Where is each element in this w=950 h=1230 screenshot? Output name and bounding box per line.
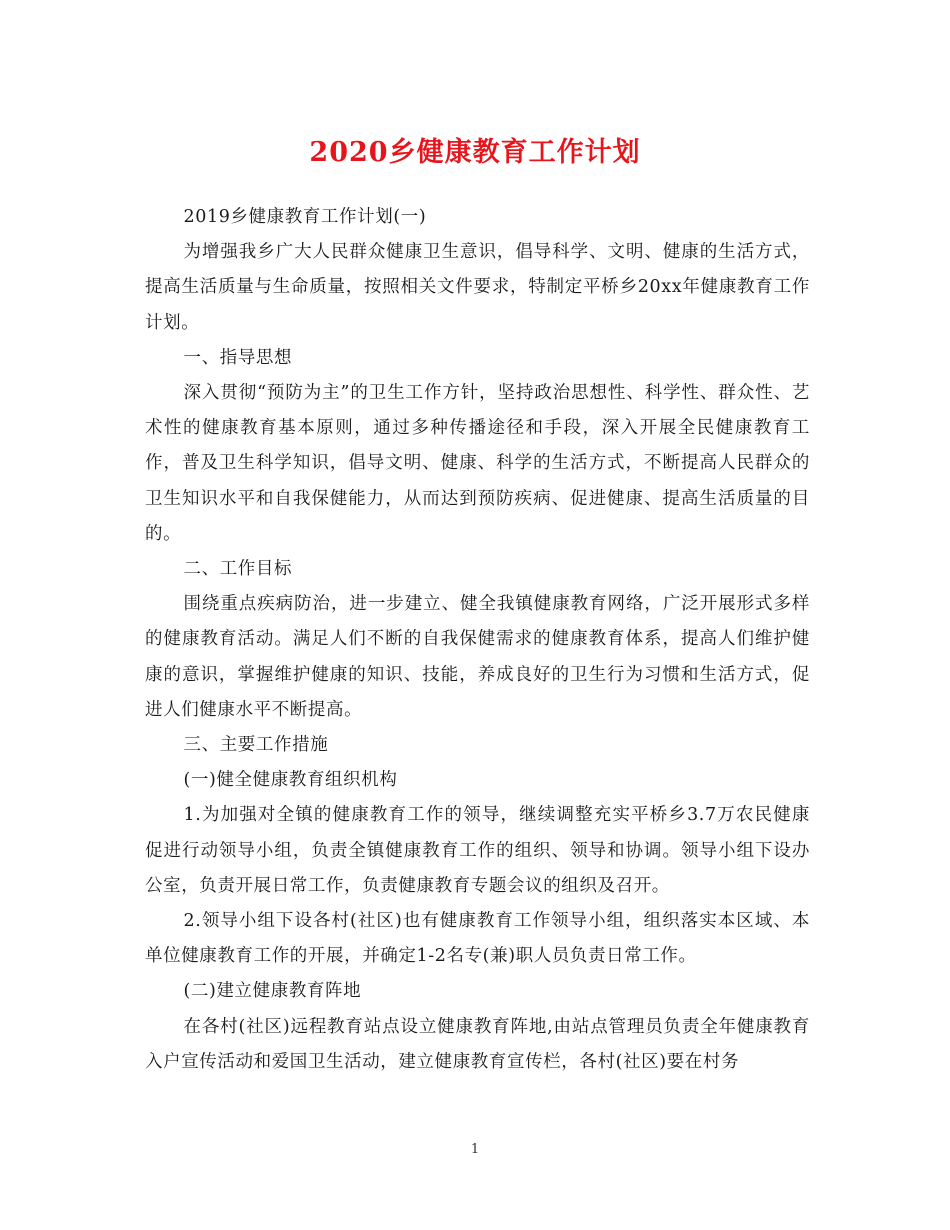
document-title: 2020乡健康教育工作计划 [309, 137, 641, 168]
page-number: 1 [470, 1142, 480, 1157]
paragraph: 深入贯彻“预防为主”的卫生工作方针，坚持政治思想性、科学性、群众性、艺术性的健康教育基本原则，通过多种传播途径和手段，深入开展全民健康教育工作，普及卫生科学知识，倡导文明、健康、科学的生活方式，不断提高人民群众的卫生知识水平和自我保健能力，从而达到预防疾病、促进健康、提高生活质量的目的。 [145, 383, 810, 544]
paragraph: 为增强我乡广大人民群众健康卫生意识，倡导科学、文明、健康的生活方式，提高生活质量与生命质量，按照相关文件要求，特制定平桥乡20xx年健康教育工作计划。 [145, 242, 810, 333]
section-heading: 一、指导思想 [183, 347, 293, 368]
section-heading: 二、工作目标 [183, 559, 293, 580]
paragraph: 1.为加强对全镇的健康教育工作的领导，继续调整充实平桥乡3.7万农民健康促进行动领导小组，负责全镇健康教育工作的组织、领导和协调。领导小组下设办公室，负责开展日常工作，负责健康教育专题会议的组织及召开。 [145, 805, 810, 896]
subsection-heading: (二)建立健康教育阵地 [183, 981, 362, 1002]
paragraph: 围绕重点疾病防治，进一步建立、健全我镇健康教育网络，广泛开展形式多样的健康教育活动。满足人们不断的自我保健需求的健康教育体系，提高人们维护健康的意识，掌握维护健康的知识、技能，养成良好的卫生行为习惯和生活方式，促进人们健康水平不断提高。 [145, 594, 810, 720]
section-heading: 三、主要工作措施 [183, 735, 329, 756]
document-body [145, 200, 810, 1080]
paragraph: 2.领导小组下设各村(社区)也有健康教育工作领导小组，组织落实本区域、本单位健康教育工作的开展，并确定1-2名专(兼)职人员负责日常工作。 [145, 911, 810, 967]
subsection-heading: (一)健全健康教育组织机构 [183, 770, 398, 791]
paragraph-subtitle: 2019乡健康教育工作计划(一) [183, 207, 427, 227]
paragraph: 在各村(社区)远程教育站点设立健康教育阵地,由站点管理员负责全年健康教育入户宣传活动和爱国卫生活动，建立健康教育宣传栏，各村(社区)要在村务 [145, 1016, 810, 1072]
